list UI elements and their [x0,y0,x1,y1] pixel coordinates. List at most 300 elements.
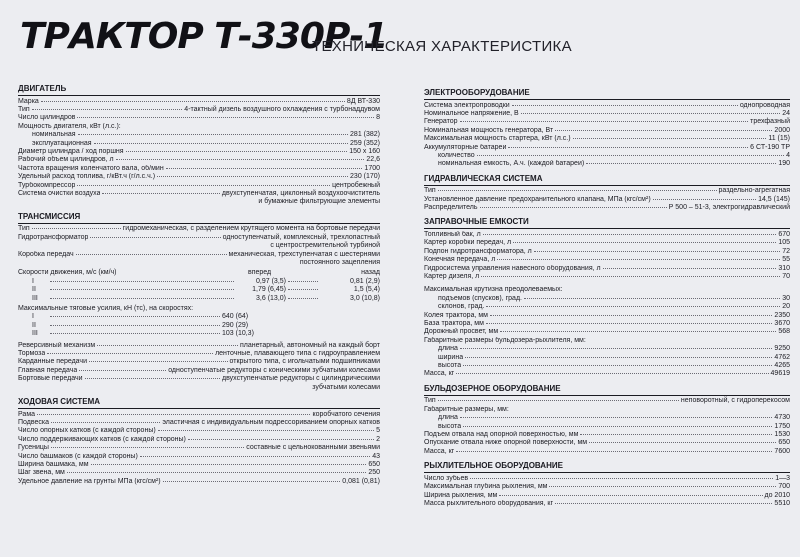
leader-dots [589,441,776,443]
leader-dots [534,250,780,252]
fuel-rows [424,231,790,281]
leader-dots [456,372,768,374]
spec-row [18,131,380,139]
spec-row [18,427,380,435]
spec-value: 190 [778,160,790,168]
spec-label: Аккумуляторные батареи [424,143,507,151]
spec-row [18,98,380,106]
spec-label: Установленное давление предохранительного клапана, МПа (кгс/см²) [424,195,651,203]
spec-label: высота [438,362,462,370]
spec-row [18,123,380,131]
leader-dots [438,399,679,401]
spec-value: 250 [368,469,380,477]
leader-dots [486,305,780,307]
spec-value: 568 [778,328,790,336]
spec-label: Гидротрансформатор [18,233,89,241]
spec-label: Подъем отвала над опорной поверхностью, мм [424,431,579,438]
engine-rows [18,98,380,199]
spec-label: Гидросистема управления навесного оборудования, л [424,264,601,272]
leader-dots [481,275,780,277]
transmission-rows [18,342,380,384]
spec-label: Мощность двигателя, кВт (л.с.): [18,122,121,130]
gear-label: III [32,294,38,302]
spec-row [18,251,380,259]
spec-value: 700 [778,483,790,491]
spec-value: гидромеханическая, с разделением крутящего момента на бортовые передачи [122,225,380,233]
leader-dots [78,133,349,135]
spec-row [424,256,790,264]
fuel-section [424,217,790,281]
traction-row [18,322,380,330]
spec-value: 150 х 160 [349,147,380,155]
leader-dots [549,485,776,487]
spec-row [424,303,790,311]
speed-title: Скорости движения, м/с (км/ч) [18,269,117,277]
spec-row [18,469,380,477]
spec-label: эксплуатационная [32,139,92,147]
chassis-title: ХОДОВАЯ СИСТЕМА [18,397,380,409]
spec-label: длина [438,414,458,422]
spec-value: 5510 [774,499,790,507]
leader-dots [158,429,374,431]
spec-value: 4 [786,151,790,159]
traction-row [18,330,380,338]
spec-label: Тип [424,397,436,405]
chassis-rows [18,411,380,487]
leader-dots [653,198,756,200]
gear-label: I [32,313,34,321]
leader-dots [490,314,772,316]
leader-dots [480,206,667,208]
spec-value: 0,081 (0,81) [342,477,380,485]
traction-rows [18,313,380,338]
speed-row [18,286,380,294]
bulldozer-rows [424,397,790,456]
leader-dots [497,258,780,260]
spec-label: номинальная [32,131,76,139]
leader-dots [116,158,365,160]
bulldozer-section [424,384,790,456]
spec-row [424,102,790,110]
leader-dots [126,150,348,152]
spec-row [424,337,790,345]
spec-label: Распределитель [424,204,478,212]
leader-dots [555,502,772,504]
leader-dots [166,167,363,169]
tractor-logo-title: ТРАКТОР Т-330Р-1 [20,16,388,57]
leader-dots [50,289,234,290]
spec-row [424,397,790,405]
ripper-section [424,461,790,508]
spec-row [424,144,790,152]
spec-label: Ширина рыхления, мм [424,491,498,499]
leader-dots [94,142,349,144]
spec-row [18,358,380,366]
spec-label: Рама [18,410,36,418]
spec-value: 1—3 [775,474,790,482]
spec-value: 670 [778,230,790,238]
chassis-section [18,397,380,486]
dimensions-section [424,286,790,378]
spec-value: двухступенчатая, циклонный воздухоочиститель [221,189,380,197]
electrical-rows [424,102,790,169]
spec-row [424,231,790,239]
leader-dots [499,494,762,496]
leader-dots [460,347,773,349]
engine-cont: и бумажные фильтрующие элементы [258,198,380,206]
leader-dots [513,241,776,243]
spec-label: Удельное давление на грунты МПа (кгс/см²) [18,477,161,485]
spec-label: Конечная передача, л [424,256,496,264]
spec-label: Бортовые передачи [18,375,83,383]
spec-row [424,295,790,303]
leader-dots [580,433,772,435]
spec-value: 9250 [774,345,790,353]
spec-row [424,127,790,135]
spec-row [18,419,380,427]
leader-dots [91,463,367,465]
spec-label: длина [438,345,458,353]
spec-label: Масса рыхлительного оборудования, кг [424,499,554,507]
spec-label: Главная передача [18,366,78,374]
leader-dots [603,267,777,269]
spec-row [18,367,380,375]
spec-label: Ширина башмака, мм [18,460,89,468]
spec-row [18,114,380,122]
spec-value: 2000 [774,126,790,134]
spec-row [424,248,790,256]
hydraulic-title: ГИДРАВЛИЧЕСКАЯ СИСТЕМА [424,174,790,186]
leader-dots [288,281,318,282]
leader-dots [460,120,749,122]
spec-value: 2 [376,435,380,443]
spec-label: подъемов (спусков), град. [438,294,522,302]
leader-dots [512,104,738,106]
leader-dots [586,162,776,164]
spec-row [424,312,790,320]
spec-row [18,173,380,181]
spec-value: планетарный, автономный на каждый борт [239,341,380,349]
leader-dots [140,455,370,457]
spec-row [424,370,790,378]
spec-label: Марка [18,97,39,105]
hydraulic-rows [424,187,790,212]
spec-value: 30 [782,294,790,302]
spec-label: Коробка передач [18,250,74,258]
spec-value: 3670 [774,320,790,328]
spec-label: Реверсивный механизм [18,341,96,349]
spec-row [424,492,790,500]
leader-dots [77,184,330,186]
leader-dots [85,377,221,379]
ripper-rows [424,475,790,509]
traction-value: 640 (64) [222,313,249,321]
leader-dots [90,236,220,238]
leader-dots [483,233,777,235]
spec-label: Масса, кг [424,447,455,455]
spec-label: Максимальная крутизна преодолеваемых: [424,286,563,294]
spec-row [424,414,790,422]
spec-value: 259 (352) [350,139,380,147]
spec-label: Гусеницы [18,444,49,452]
engine-title: ДВИГАТЕЛЬ [18,84,380,96]
leader-dots [157,175,348,177]
gear-label: I [32,277,34,285]
spec-value: 6 СТ-190 ТР [750,143,790,151]
leader-dots [50,333,220,334]
leader-dots [438,189,717,191]
spec-label: Система электропроводки [424,101,510,109]
reverse-speed: 1,5 (5,4) [353,286,380,294]
spec-row [18,444,380,452]
spec-value: однопроводная [739,101,790,109]
spec-row [18,156,380,164]
spec-row [424,118,790,126]
spec-label: Подвеска [18,418,49,426]
transmission-cont: зубчатыми колесами [312,383,380,391]
spec-value: центробежный [332,181,380,189]
leader-dots [50,325,220,326]
spec-value: механическая, трехступенчатая с шестернями [228,250,380,258]
gear-label: II [32,321,36,329]
spec-value: 1530 [774,431,790,438]
spec-cont: постоянного зацепления [299,258,380,266]
leader-dots [51,421,160,423]
reverse-speed: 0,81 (2,9) [350,277,380,285]
forward-speed: 1,79 (6,45) [252,286,286,294]
hydraulic-section [424,174,790,213]
spec-row [18,225,380,233]
spec-value: 43 [372,452,380,460]
spec-row [424,431,790,439]
spec-value: составные с цельнокованными звеньями [246,444,380,452]
spec-row [18,461,380,469]
leader-dots [188,438,374,440]
spec-label: Турбокомпрессор [18,181,76,189]
traction-title: Максимальные тяговые усилия, кН (тс), на скоростях: [18,304,194,312]
bulldozer-title: БУЛЬДОЗЕРНОЕ ОБОРУДОВАНИЕ [424,384,790,396]
spec-row [424,196,790,204]
spec-value: неповоротный, с гидроперекосом [680,397,790,405]
traction-value: 103 (10,3) [222,330,254,338]
leader-dots [288,289,318,290]
spec-value: одноступенчатые редукторы с коническими зубчатыми колесами [168,366,380,374]
spec-row [18,436,380,444]
spec-label: количество [438,151,475,159]
spec-row [424,286,790,294]
speed-forward-label: вперед [248,269,272,277]
leader-dots [32,227,121,229]
spec-row [18,342,380,350]
spec-value: 1700 [364,164,380,172]
spec-value: 55 [782,256,790,264]
spec-row [424,439,790,447]
leader-dots [508,146,748,148]
speed-rows [18,278,380,303]
leader-dots [67,471,366,473]
spec-value: 230 (170) [350,173,380,181]
leader-dots [486,322,773,324]
leader-dots [163,480,341,482]
gear-label: II [32,286,36,294]
leader-dots [521,112,780,114]
spec-value: 5 [376,427,380,435]
spec-value: 20 [782,303,790,311]
spec-label: номинальная емкость, А.ч. (каждой батареи) [438,160,585,168]
spec-label: Опускание отвала ниже опорной поверхности, мм [424,439,588,447]
traction-value: 290 (29) [222,321,249,329]
leader-dots [524,297,780,299]
spec-row [424,345,790,353]
spec-row [424,110,790,118]
spec-label: высота [438,422,462,430]
electrical-section [424,88,790,169]
spec-row [18,182,380,190]
leader-dots [463,425,772,427]
spec-value: 8Д ВТ-330 [346,97,380,105]
speed-reverse-label: назад [361,269,380,277]
speed-row [18,295,380,303]
spec-value: 105 [778,239,790,247]
gear-label: III [32,330,38,338]
spec-value: открытого типа, с игольчатыми подшипниками [229,358,380,366]
spec-value: до 2010 [764,491,790,499]
spec-row [424,475,790,483]
spec-value: 4730 [774,414,790,422]
spec-label: Габаритные размеры, мм: [424,405,509,413]
spec-row [18,375,380,383]
spec-label: склонов, град. [438,303,485,311]
spec-label: Топливный бак, л [424,230,481,238]
spec-label: Масса, кг [424,370,455,378]
spec-label: Частота вращения коленчатого вала, об/мин [18,164,164,172]
spec-label: Тип [18,225,30,233]
leader-dots [77,116,374,118]
spec-value: Р 500 – 51-3, электрогидравлический [668,204,790,212]
forward-speed: 3,6 (13,0) [256,294,286,302]
speed-header [18,269,380,277]
spec-value: 310 [778,264,790,272]
spec-row [424,423,790,431]
spec-value: трехфазный [750,118,790,126]
spec-label: Тип [18,105,30,113]
spec-cont: с центростремительной турбиной [270,242,380,250]
ripper-title: РЫХЛИТЕЛЬНОЕ ОБОРУДОВАНИЕ [424,461,790,473]
spec-label: База трактора, мм [424,320,484,328]
spec-row [424,406,790,414]
spec-row [424,204,790,212]
spec-row [18,350,380,358]
spec-value: 281 (382) [350,131,380,139]
spec-value: 7600 [774,447,790,455]
spec-row [424,483,790,491]
spec-value: одноступенчатый, комплексный, трехлопастный [222,233,380,241]
leader-dots [47,352,213,354]
leader-dots [50,281,234,282]
leader-dots [32,108,183,110]
fuel-title: ЗАПРАВОЧНЫЕ ЕМКОСТИ [424,217,790,229]
spec-row [424,152,790,160]
spec-row [424,362,790,370]
spec-value: 72 [782,247,790,255]
spec-label: Число зубьев [424,474,469,482]
transmission-title: ТРАНСМИССИЯ [18,212,380,224]
leader-dots [102,192,219,194]
spec-row [18,165,380,173]
spec-row [424,160,790,168]
spec-row [424,448,790,456]
left-column [18,84,380,491]
spec-label: Число башмаков (с каждой стороны) [18,452,138,460]
spec-row [18,411,380,419]
spec-value: 650 [778,439,790,447]
spec-value: 70 [782,273,790,280]
leader-dots [470,477,773,479]
leader-dots [76,253,227,255]
leader-dots [460,416,773,418]
leader-dots [89,360,228,362]
spec-row [18,106,380,114]
spec-label: Система очистки воздуха [18,189,101,197]
spec-label: Тип [424,187,436,195]
spec-label: Генератор [424,118,458,126]
spec-value: 11 (15) [768,135,790,143]
spec-label: Максимальная глубина рыхления, мм [424,483,548,491]
spec-value: 4265 [774,362,790,370]
spec-label: ширина [438,353,464,361]
spec-value: 2350 [774,311,790,319]
spec-label: Карданные передачи [18,358,87,366]
leader-dots [500,330,776,332]
spec-label: Число поддерживающих катков (с каждой стороны) [18,435,186,443]
spec-label: Тормоза [18,349,46,357]
spec-label: Максимальная мощность стартера, кВт (л.с.) [424,135,571,143]
spec-row [424,265,790,273]
electrical-title: ЭЛЕКТРООБОРУДОВАНИЕ [424,88,790,100]
speed-row [18,278,380,286]
leader-dots [465,356,772,358]
spec-value: 1750 [774,422,790,430]
spec-value: ленточные, плавающего типа с гидроуправлением [215,349,380,357]
spec-value: 22,6 [366,156,380,164]
spec-row [424,320,790,328]
spec-label: Габаритные размеры бульдозера-рыхлителя, мм: [424,336,586,344]
spec-value: 4-тактный дизель воздушного охлаждения с турбонаддувом [184,105,380,113]
spec-label: Номинальная мощность генератора, Вт [424,126,554,134]
spec-label: Подпон гидротрансформатора, л [424,247,532,255]
reverse-speed: 3,0 (10,8) [350,294,380,302]
engine-section [18,84,380,207]
spec-row [424,135,790,143]
leader-dots [79,369,166,371]
spec-value: коробчатого сечения [312,410,380,418]
spec-value: 8 [376,114,380,122]
spec-value: 4762 [774,353,790,361]
spec-row [18,478,380,486]
spec-value: 24 [782,109,790,117]
spec-value: раздельно-агрегатная [718,187,790,195]
leader-dots [555,129,772,131]
leader-dots [41,100,345,102]
transmission-section [18,212,380,392]
right-column [424,88,790,513]
dimension-rows [424,286,790,378]
spec-row [424,273,790,281]
spec-label: Колея трактора, мм [424,311,488,319]
spec-value: 650 [368,460,380,468]
leader-dots [51,446,244,448]
spec-row [18,234,380,242]
